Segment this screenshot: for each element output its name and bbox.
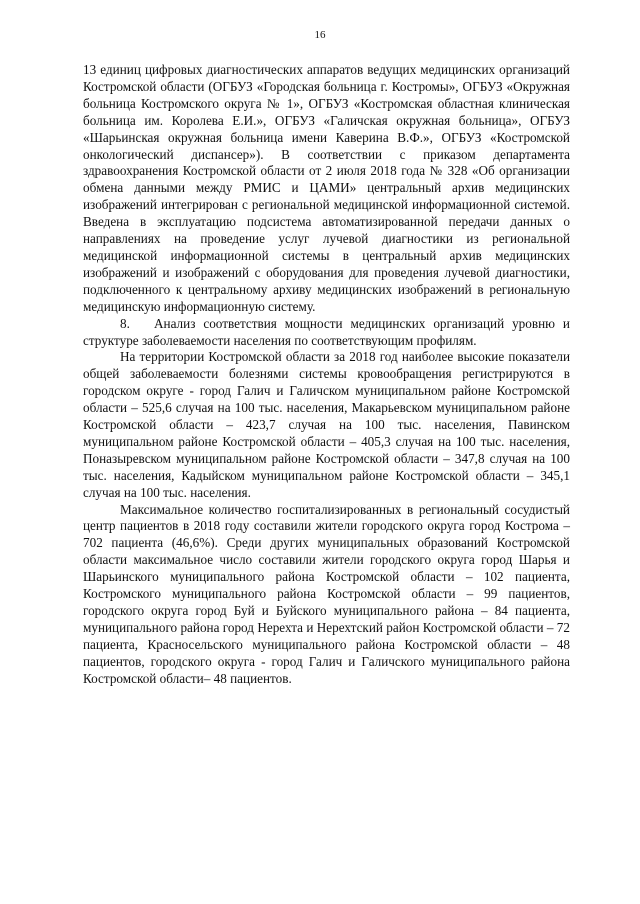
section-heading-text: Анализ соответствия мощности медицинских организаций уровню и структуре заболеваемости населения по соответствующим профилям.	[83, 315, 570, 348]
section-heading-8	[83, 316, 570, 350]
section-number: 8.	[120, 315, 130, 331]
page-number: 16	[314, 29, 326, 41]
paragraph-circulatory-morbidity: На территории Костромской области за 2018 год наиболее высокие показатели общей заболеваемости болезнями системы кровообращения регистрируются в городском округе - город Галич и Галичском муниципальном районе Костромской области – 525,6 случая на 100 тыс. населения, Макарьевском муниципальном районе Костромской области – 423,7 случая на 100 тыс. населения, Павинском муниципальном районе Костромской области – 405,3 случая на 100 тыс. населения, Поназыревском муниципальном районе Костромской области – 347,8 случая на 100 тыс. населения, Кадыйском муниципальном районе Костромской области – 345,1 случая на 100 тыс. населения.	[83, 349, 570, 500]
paragraph-hospitalization: Максимальное количество госпитализированных в региональный сосудистый центр пациентов в 2018 году составили жители городского округа город Кострома – 702 пациента (46,6%). Среди других муниципальных образований Костромской области максимальное число составили жители городского округа город Шарья и Шарьинского муниципального района Костромской области – 102 пациента, Костромского муниципального района Костромской области – 99 пациентов, городского округа город Буй и Буйского муниципального района – 84 пациента, муниципального района город Нерехта и Нерехтский район Костромской области – 72 пациента, Красносельского муниципального района Костромской области – 48 пациентов, городского округа - город Галич и Галичского муниципального района Костромской области– 48 пациентов.	[83, 501, 570, 686]
paragraph-archive-integration: 13 единиц цифровых диагностических аппаратов ведущих медицинских организаций Костромской области (ОГБУЗ «Городская больница г. Костромы», ОГБУЗ «Окружная больница Костромского округа № 1», ОГБУЗ «Костромская областная клиническая больница им. Королева Е.И.», ОГБУЗ «Галичская окружная больница», ОГБУЗ «Шарьинская окружная больница имени Каверина В.Ф.», ОГБУЗ «Костромской онкологический диспансер»). В соответствии с приказом департамента здравоохранения Костромской области от 2 июля 2018 года № 328 «Об организации обмена данными между РМИС и ЦАМИ» центральный архив медицинских изображений интегрирован с региональной медицинской информационной системой. Введена в эксплуатацию подсистема автоматизированной передачи данных о направлениях на проведение услуг лучевой диагностики из региональной медицинской информационной системы в центральный архив медицинских изображений и изображений с оборудования для проведения лучевой диагностики, подключенного к центральному архиву медицинских изображений в региональную медицинскую информационную систему.	[83, 62, 570, 314]
document-body	[83, 62, 570, 688]
